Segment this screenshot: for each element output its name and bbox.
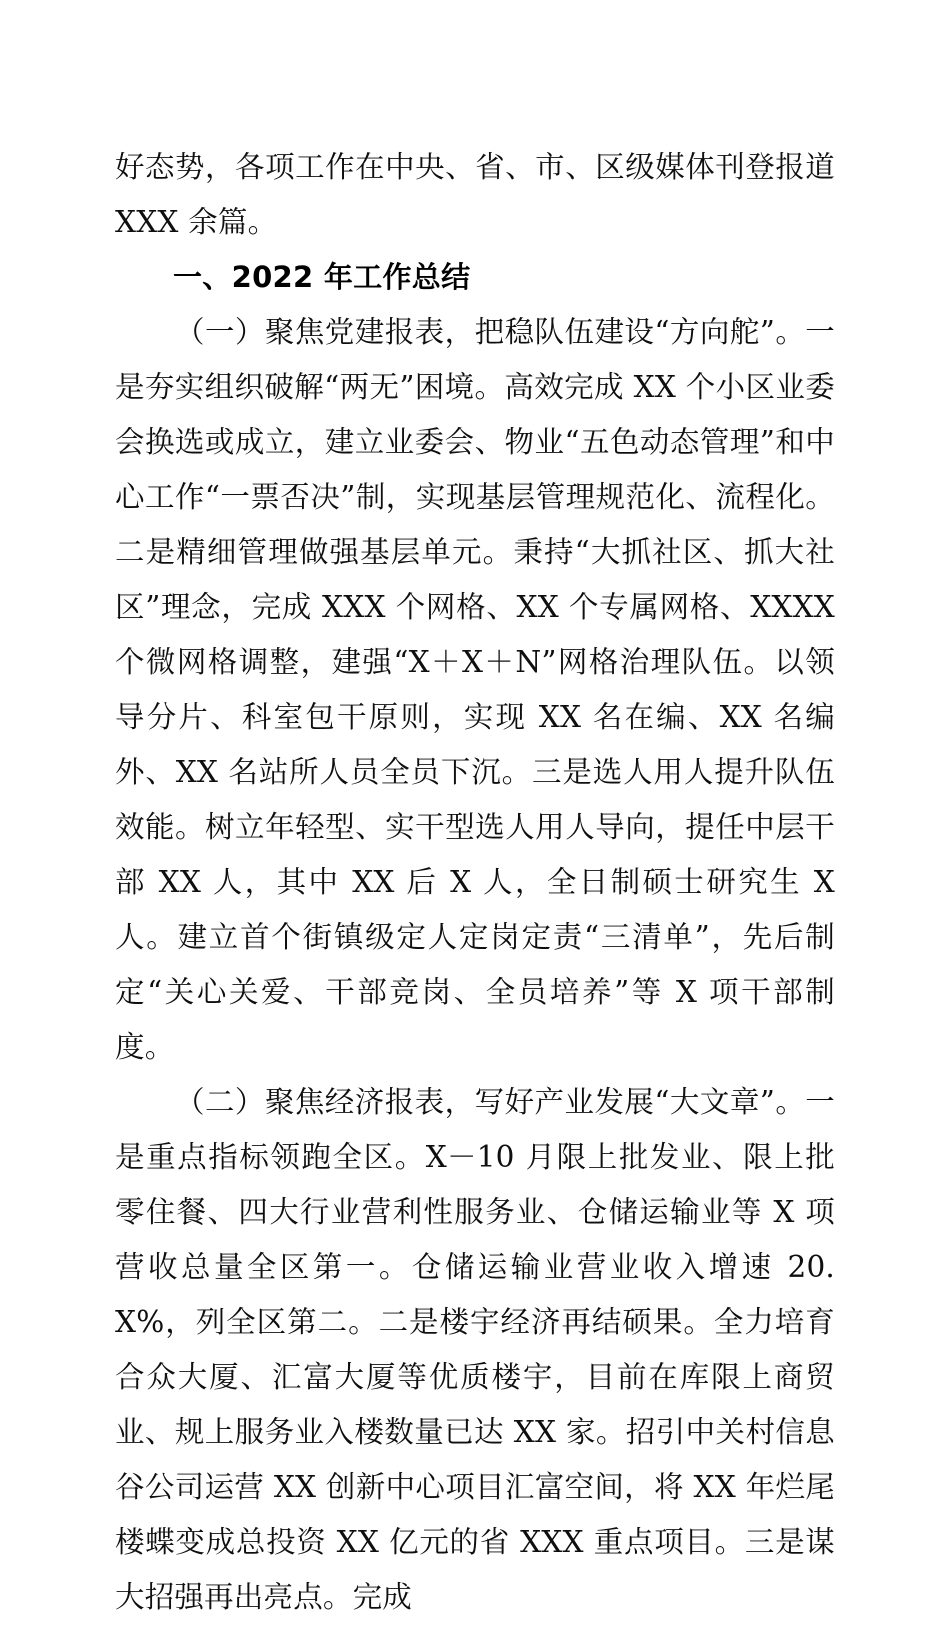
paragraph-subsection-one: （一）聚焦党建报表，把稳队伍建设“方向舵”。一是夯实组织破解“两无”困境。高效完成 XX 个小区业委会换选或成立，建立业委会、物业“五色动态管理”和中心工作“一票否决”制，实现基层管理规范化、流程化。二是精细管理做强基层单元。秉持“大抓社区、抓大社区”理念，完成 XXX 个网格、XX 个专属网格、XXXX 个微网格调整，建强“X＋X＋N”网格治理队伍。以领导分片、科室包干原则，实现 XX 名在编、XX 名编外、XX 名站所人员全员下沉。三是选人用人提升队伍效能。树立年轻型、实干型选人用人导向，提任中层干部 XX 人，其中 XX 后 X 人，全日制硕士研究生 X 人。建立首个街镇级定人定岗定责“三清单”，先后制定“关心关爱、干部竞岗、全员培养”等 X 项干部制度。 — [115, 315, 835, 1064]
section-heading-2022-work-summary: 一、2022 年工作总结 — [173, 260, 471, 294]
paragraph-subsection-two: （二）聚焦经济报表，写好产业发展“大文章”。一是重点指标领跑全区。X－10 月限上批发业、限上批零住餐、四大行业营利性服务业、仓储运输业等 X 项营收总量全区第一。仓储运输业营业收入增速 20.X%，列全区第二。二是楼宇经济再结硕果。全力培育合众大厦、汇富大厦等优质楼宇，目前在库限上商贸业、规上服务业入楼数量已达 XX 家。招引中关村信息谷公司运营 XX 创新中心项目汇富空间，将 XX 年烂尾楼蝶变成总投资 XX 亿元的省 XXX 重点项目。三是谋大招强再出亮点。完成 — [115, 1085, 835, 1614]
document-body — [115, 140, 835, 1625]
paragraph-continuation: 好态势，各项工作在中央、省、市、区级媒体刊登报道 XXX 余篇。 — [115, 150, 835, 239]
